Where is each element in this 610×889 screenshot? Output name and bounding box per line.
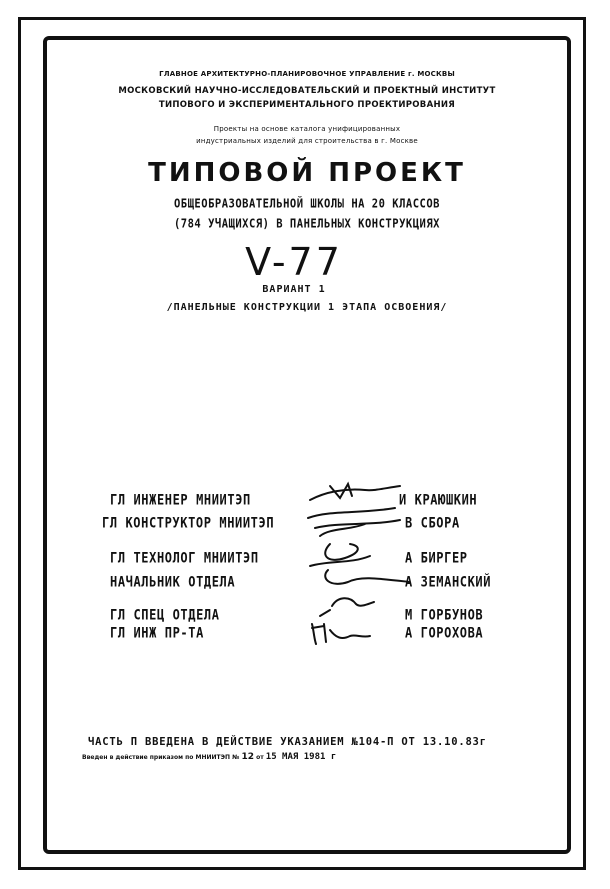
signatory-position: ГЛ СПЕЦ ОТДЕЛА xyxy=(110,606,220,624)
header-line-2: МОСКОВСКИЙ НАУЧНО-ИССЛЕДОВАТЕЛЬСКИЙ И ПРОЕКТНЫЙ ИНСТИТУТ xyxy=(118,86,496,96)
signatory-position: ГЛ КОНСТРУКТОР МНИИТЭП xyxy=(102,514,275,532)
footer-order-number: 12 xyxy=(241,752,254,762)
subtitle-line-1: ОБЩЕОБРАЗОВАТЕЛЬНОЙ ШКОЛЫ НА 20 КЛАССОВ xyxy=(173,197,441,211)
header-line-3: ТИПОВОГО И ЭКСПЕРИМЕНТАЛЬНОГО ПРОЕКТИРОВАНИЯ xyxy=(158,100,456,110)
signatory-position: ГЛ ТЕХНОЛОГ МНИИТЭП xyxy=(110,549,259,567)
page-title: ТИПОВОЙ ПРОЕКТ xyxy=(148,158,466,188)
variant-note: /ПАНЕЛЬНЫЕ КОНСТРУКЦИИ 1 ЭТАПА ОСВОЕНИЯ/ xyxy=(166,302,448,313)
footer-order-date: 15 МАЯ 1981 г xyxy=(265,752,337,762)
signatory-name: И КРАЮШКИН xyxy=(399,491,478,509)
signatory-name: М ГОРБУНОВ xyxy=(405,606,484,624)
header-line-1: ГЛАВНОЕ АРХИТЕКТУРНО-ПЛАНИРОВОЧНОЕ УПРАВЛЕНИЕ г. МОСКВЫ xyxy=(159,70,455,78)
signatory-position: ГЛ ИНЖЕНЕР МНИИТЭП xyxy=(110,491,251,509)
footer-order-prefix: Введен в действие приказом по МНИИТЭП № xyxy=(82,754,240,761)
signatory-name: В СБОРА xyxy=(405,514,460,532)
footer-order-from: от xyxy=(256,754,264,761)
signatory-name: А ЗЕМАНСКИЙ xyxy=(405,573,492,591)
footer-line-2 xyxy=(82,752,336,762)
footer-line-1: ЧАСТЬ П ВВЕДЕНА В ДЕЙСТВИЕ УКАЗАНИЕМ №104-П ОТ 13.10.83г xyxy=(88,736,487,748)
catalog-note-line-1: Проекты на основе каталога унифицированных xyxy=(213,125,401,133)
subtitle-line-2: (784 УЧАЩИХСЯ) В ПАНЕЛЬНЫХ КОНСТРУКЦИЯХ xyxy=(173,217,441,231)
signatory-name: А БИРГЕР xyxy=(405,549,468,567)
signatory-name: А ГОРОХОВА xyxy=(405,624,484,642)
signatory-position: НАЧАЛЬНИК ОТДЕЛА xyxy=(110,573,236,591)
handwritten-signatures xyxy=(290,478,410,648)
project-code: V-77 xyxy=(245,240,343,284)
signatory-position: ГЛ ИНЖ ПР-ТА xyxy=(110,624,204,642)
catalog-note-line-2: индустриальных изделий для строительства в г. Москве xyxy=(196,137,418,145)
variant-label: ВАРИАНТ 1 xyxy=(262,284,326,295)
